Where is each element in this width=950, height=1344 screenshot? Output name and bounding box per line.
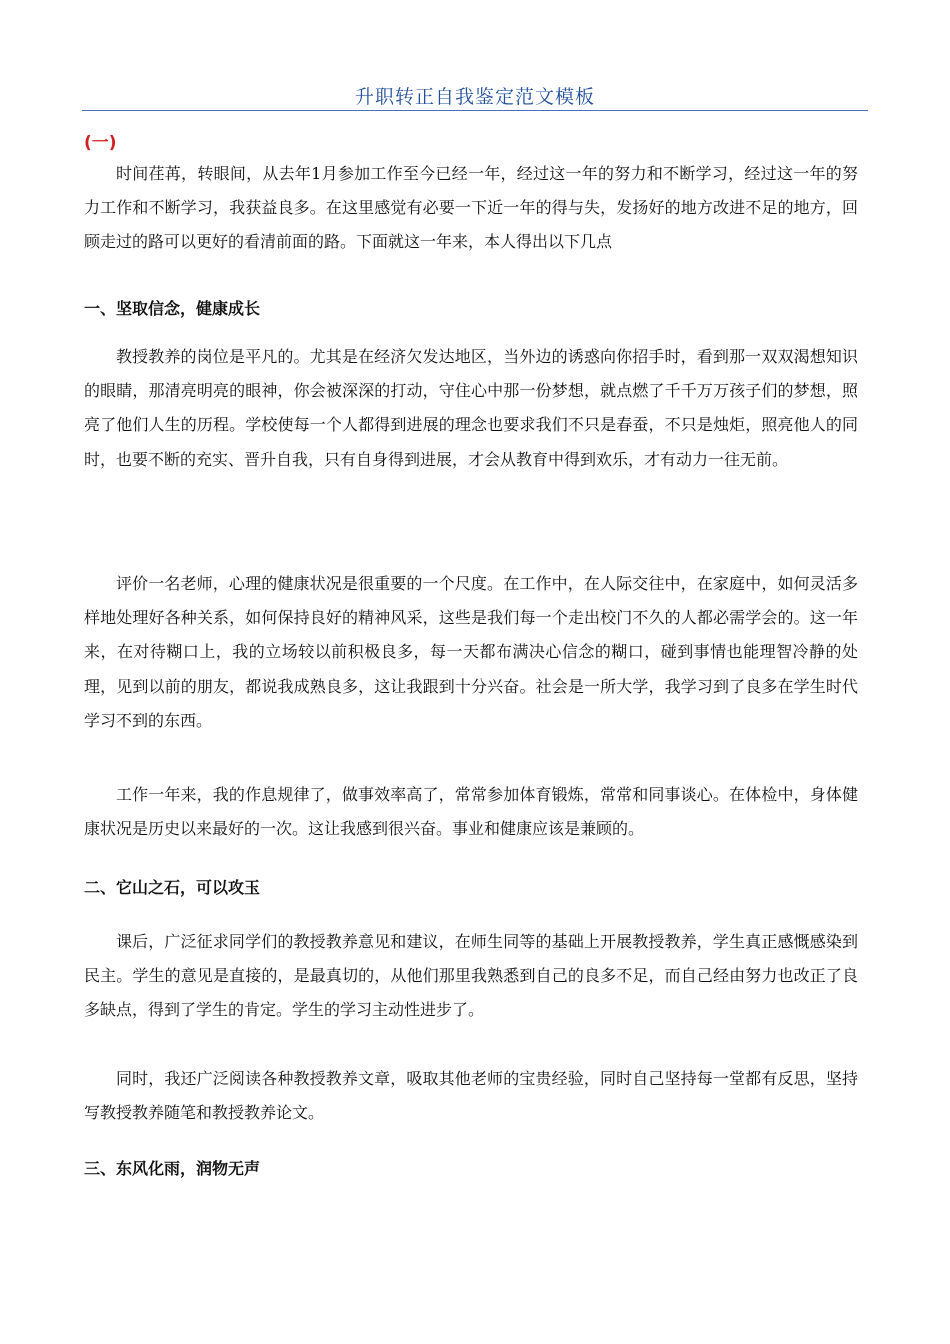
paragraph-section-1-2: 评价一名老师，心理的健康状况是很重要的一个尺度。在工作中，在人际交往中，在家庭中，如何灵活多样地处理好各种关系，如何保持良好的精神风采，这些是我们每一个走出校门不久的人都必需学会的。这一年来，在对待糊口上，我的立场较以前积极良多，每一天都布满决心信念的糊口，碰到事情也能理智冷静的处理，见到以前的朋友，都说我成熟良多，这让我跟到十分兴奋。社会是一所大学，我学习到了良多在学生时代学习不到的东西。: [84, 574, 858, 730]
heading-section-3: 三、东风化雨，润物无声: [84, 1159, 261, 1178]
paragraph-section-2-2: 同时，我还广泛阅读各种教授教养文章，吸取其他老师的宝贵经验，同时自己坚持每一堂都有反思，坚持写教授教养随笔和教授教养论文。: [84, 1069, 858, 1123]
document-title: 升职转正自我鉴定范文模板: [354, 86, 595, 108]
document-header: [82, 78, 868, 111]
heading-section-2: 二、它山之石，可以攻玉: [84, 878, 261, 897]
paragraph-section-1-1: 教授教养的岗位是平凡的。尤其是在经济欠发达地区，当外边的诱惑向你招手时，看到那一双双渴想知识的眼睛，那清亮明亮的眼神，你会被深深的打动，守住心中那一份梦想，就点燃了千千万万孩子们的梦想，照亮了他们人生的历程。学校使每一个人都得到进展的理念也要求我们不只是春蚕，不只是烛炬，照亮他人的同时，也要不断的充实、晋升自我，只有自身得到进展，才会从教育中得到欢乐，才有动力一往无前。: [84, 347, 858, 469]
paragraph-section-2-1: 课后，广泛征求同学们的教授教养意见和建议，在师生同等的基础上开展教授教养，学生真正感慨感染到民主。学生的意见是直接的，是最真切的，从他们那里我熟悉到自己的良多不足，而自己经由努力也改正了良多缺点，得到了学生的肯定。学生的学习主动性进步了。: [84, 932, 858, 1020]
section-marker: (一): [84, 133, 117, 153]
intro-paragraph: 时间荏苒，转眼间，从去年1月参加工作至今已经一年，经过这一年的努力和不断学习，经过这一年的努力工作和不断学习，我获益良多。在这里感觉有必要一下近一年的得与失，发扬好的地方改进不足的地方，回顾走过的路可以更好的看清前面的路。下面就这一年来，本人得出以下几点: [84, 164, 858, 252]
heading-section-1: 一、坚取信念，健康成长: [84, 299, 261, 318]
paragraph-section-1-3: 工作一年来，我的作息规律了，做事效率高了，常常参加体育锻炼，常常和同事谈心。在体检中，身体健康状况是历史以来最好的一次。这让我感到很兴奋。事业和健康应该是兼顾的。: [84, 785, 858, 839]
